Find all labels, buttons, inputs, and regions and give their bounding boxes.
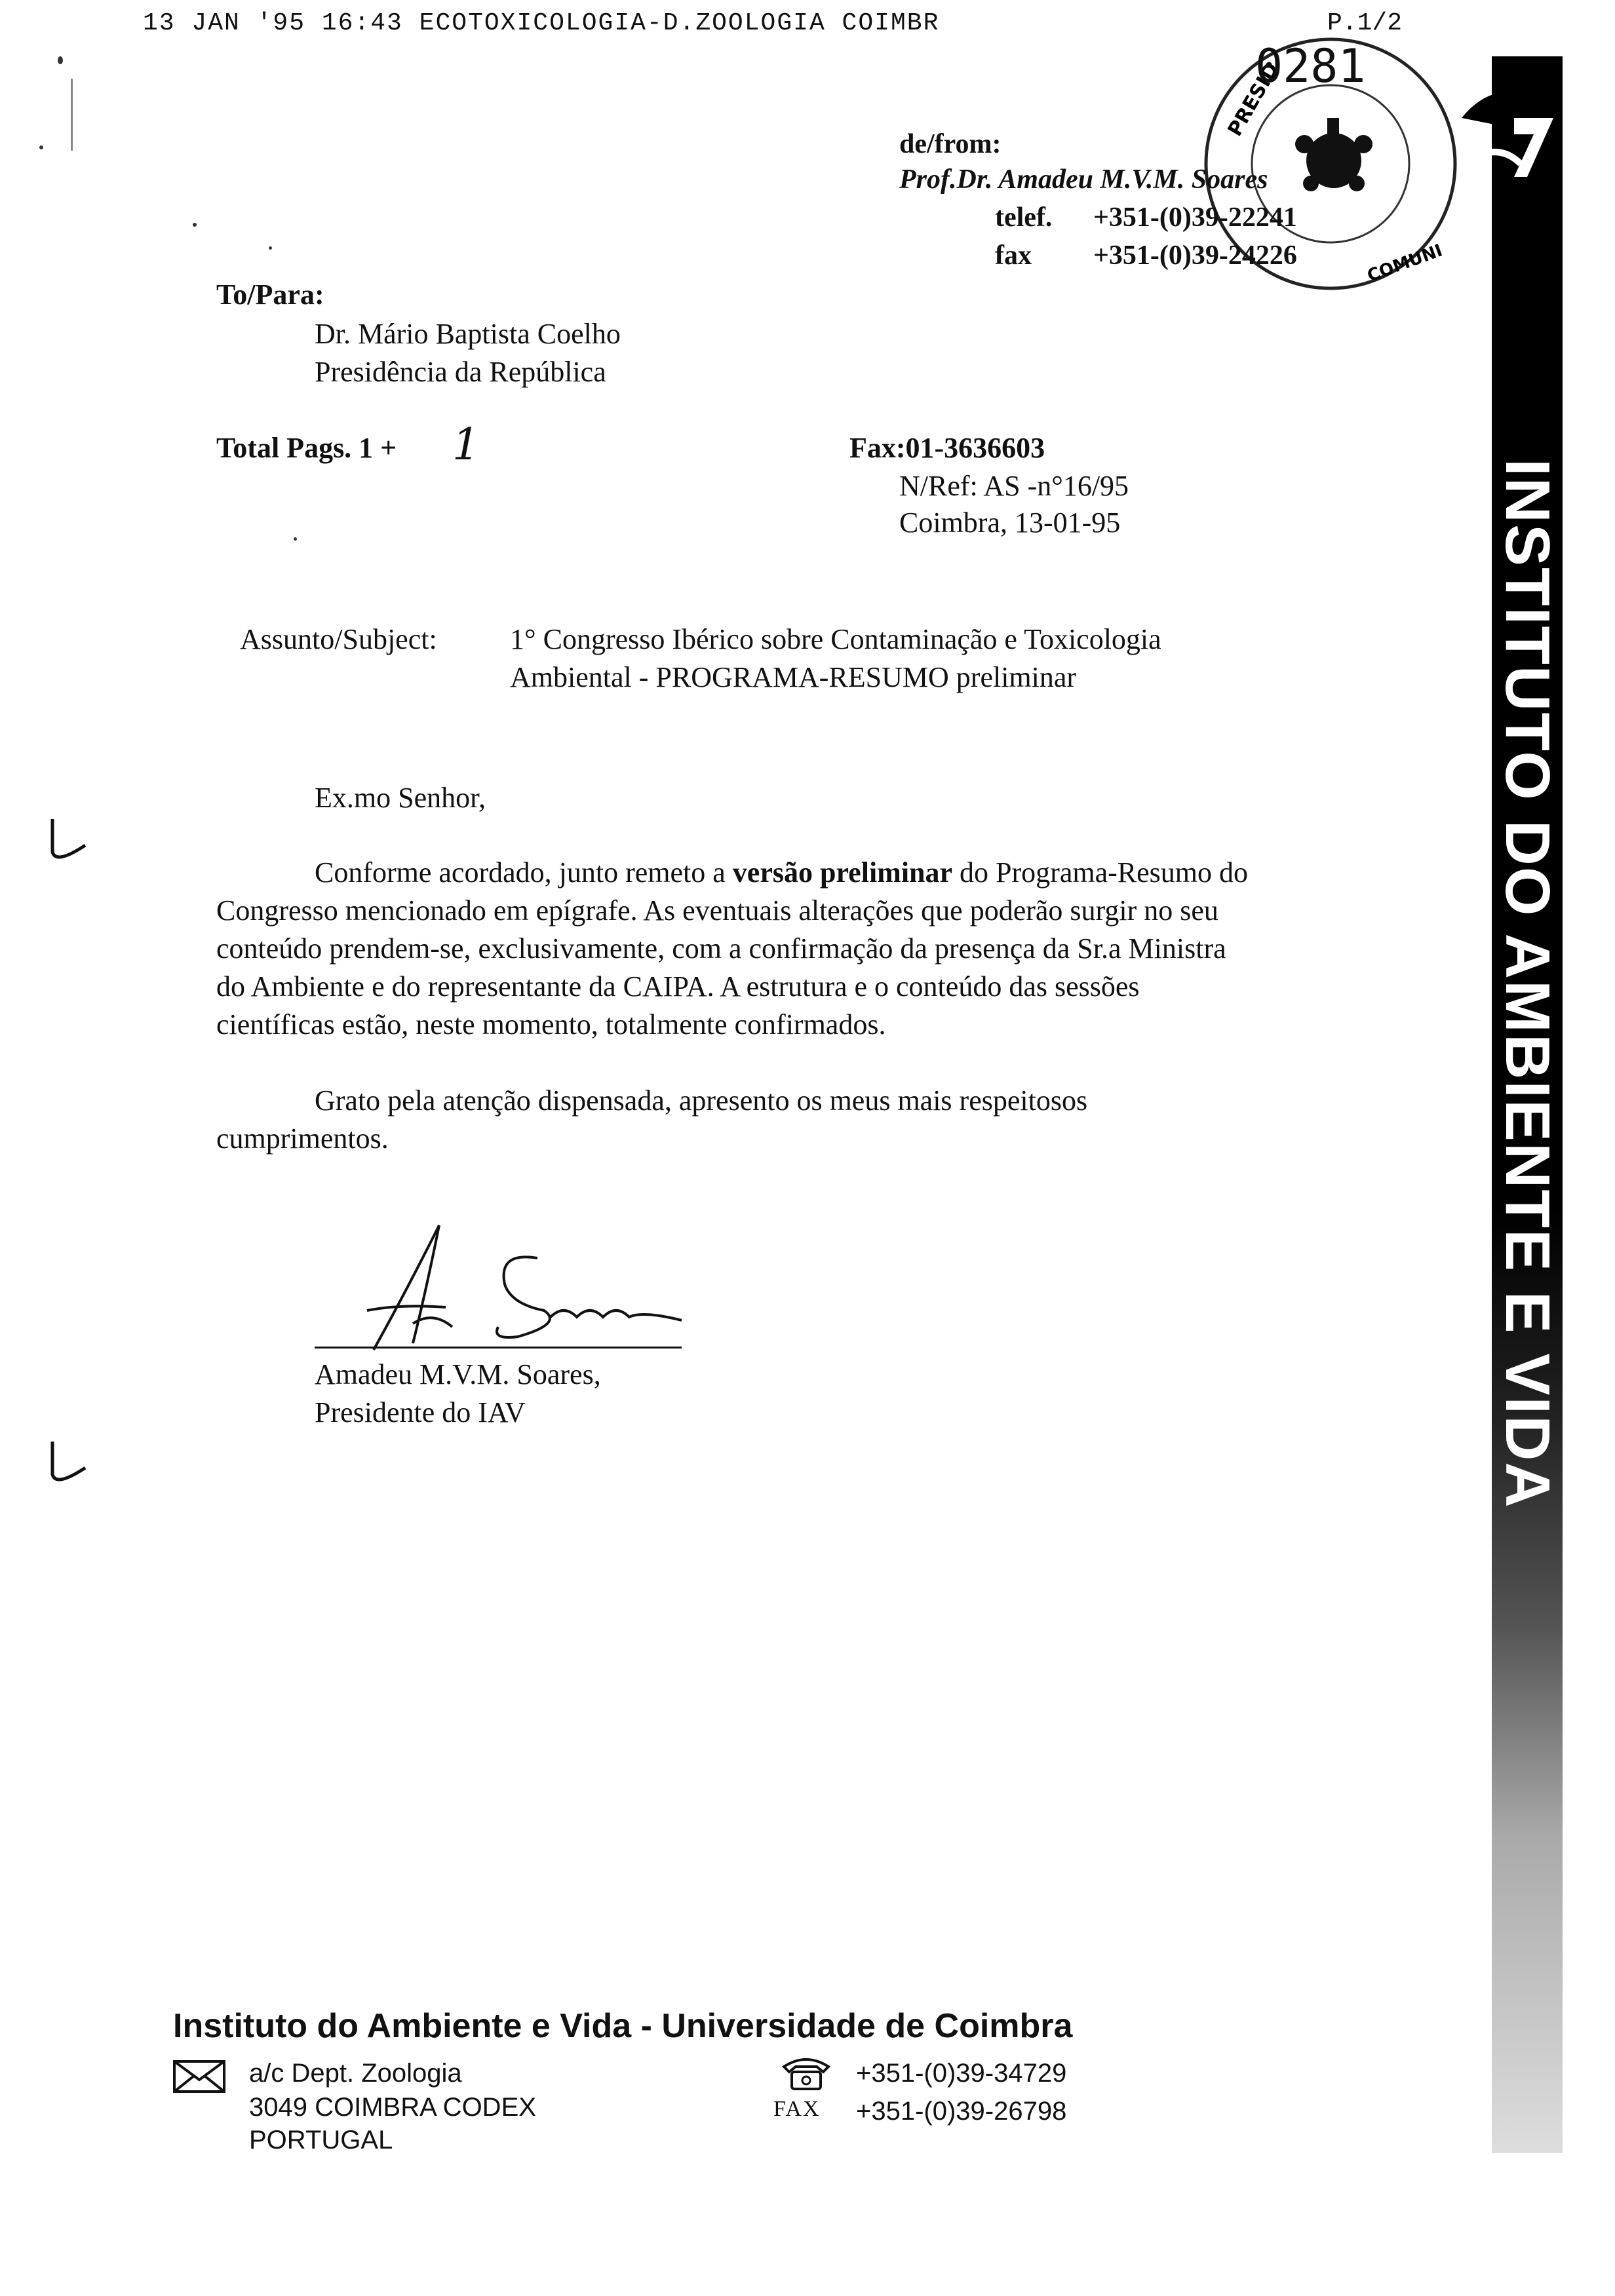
paragraph-1-emphasis: versão preliminar (732, 856, 953, 889)
scan-speck (58, 56, 63, 64)
footer-address-line-2: 3049 COIMBRA CODEX (249, 2093, 536, 2122)
footer-address-line-1: a/c Dept. Zoologia (249, 2059, 462, 2088)
footer-telephone: +351-(0)39-34729 (856, 2059, 1067, 2088)
recipient-fax-number: Fax:01-3636603 (849, 432, 1045, 464)
paragraph-1-line-5: científicas estão, neste momento, totalmente confirmados. (216, 1008, 886, 1041)
institute-band-text: INSTITUTO DO AMBIENTE E VIDA (1492, 459, 1563, 1509)
salutation: Ex.mo Senhor, (315, 782, 486, 814)
footer-institution-title: Instituto do Ambiente e Vida - Universidade de Coimbra (173, 2007, 1073, 2045)
sender-fax-label: fax (995, 240, 1032, 271)
handwritten-signature-icon (315, 1212, 708, 1363)
total-pages-handwritten: 1 (452, 419, 480, 470)
sender-tel-label: telef. (995, 202, 1053, 233)
paragraph-1-line-3: conteúdo prendem-se, exclusivamente, com a confirmação da presença da Sr.a Ministra (216, 932, 1226, 965)
sender-fax-value: +351-(0)39-24226 (1093, 240, 1297, 271)
paragraph-2-line-2: cumprimentos. (216, 1122, 389, 1155)
recipient-label: To/Para: (216, 278, 324, 311)
svg-text:PRESID: PRESID (1223, 58, 1284, 140)
envelope-icon (173, 2060, 225, 2093)
fax-transmission-header: 13 JAN '95 16:43 ECOTOXICOLOGIA-D.ZOOLOGIA COIMBR (143, 9, 940, 37)
scan-speck (193, 223, 197, 227)
scan-mark-icon (39, 1442, 98, 1494)
subject-line-2: Ambiental - PROGRAMA-RESUMO preliminar (510, 661, 1077, 693)
scan-speck (39, 145, 43, 149)
signer-role: Presidente do IAV (315, 1396, 526, 1428)
scan-speck (294, 537, 297, 541)
footer-address-line-3: PORTUGAL (249, 2126, 393, 2154)
reference-number: N/Ref: AS -n°16/95 (899, 470, 1129, 502)
paragraph-1-line-2: Congresso mencionado em epígrafe. As eventuais alterações que poderão surgir no seu (216, 894, 1218, 927)
svg-text:COMUNI: COMUNI (1365, 240, 1445, 286)
scan-mark-icon (39, 819, 98, 871)
total-pages: Total Pags. 1 + (216, 432, 397, 464)
paragraph-1-line-1 (315, 856, 1248, 889)
fax-page-number: P.1/2 (1327, 9, 1403, 37)
sender-tel-value: +351-(0)39-22241 (1093, 202, 1297, 233)
paragraph-1-text-end: do Programa-Resumo do (952, 856, 1248, 889)
fax-icon: FAX (773, 2097, 821, 2121)
sender-name: Prof.Dr. Amadeu M.V.M. Soares (899, 164, 1268, 195)
scan-speck (71, 79, 73, 151)
footer-fax: +351-(0)39-26798 (856, 2097, 1067, 2126)
place-date: Coimbra, 13-01-95 (899, 507, 1121, 539)
recipient-name: Dr. Mário Baptista Coelho (315, 318, 621, 350)
paragraph-2-line-1: Grato pela atenção dispensada, apresento os meus mais respeitosos (315, 1084, 1088, 1117)
paragraph-1-line-4: do Ambiente e do representante da CAIPA. A estrutura e o conteúdo das sessões (216, 970, 1140, 1003)
from-label: de/from: (899, 129, 1002, 159)
telephone-icon (780, 2055, 832, 2092)
subject-line-1: 1° Congresso Ibérico sobre Contaminação e Toxicologia (510, 623, 1161, 655)
signer-name: Amadeu M.V.M. Soares, (315, 1358, 601, 1390)
stamp-number: 0281 (1255, 39, 1366, 93)
paragraph-1-text: Conforme acordado, junto remeto a (315, 856, 733, 889)
subject-label: Assunto/Subject: (240, 623, 437, 655)
scan-speck (269, 246, 272, 250)
recipient-organization: Presidência da República (315, 356, 606, 388)
signature-line (315, 1347, 682, 1349)
